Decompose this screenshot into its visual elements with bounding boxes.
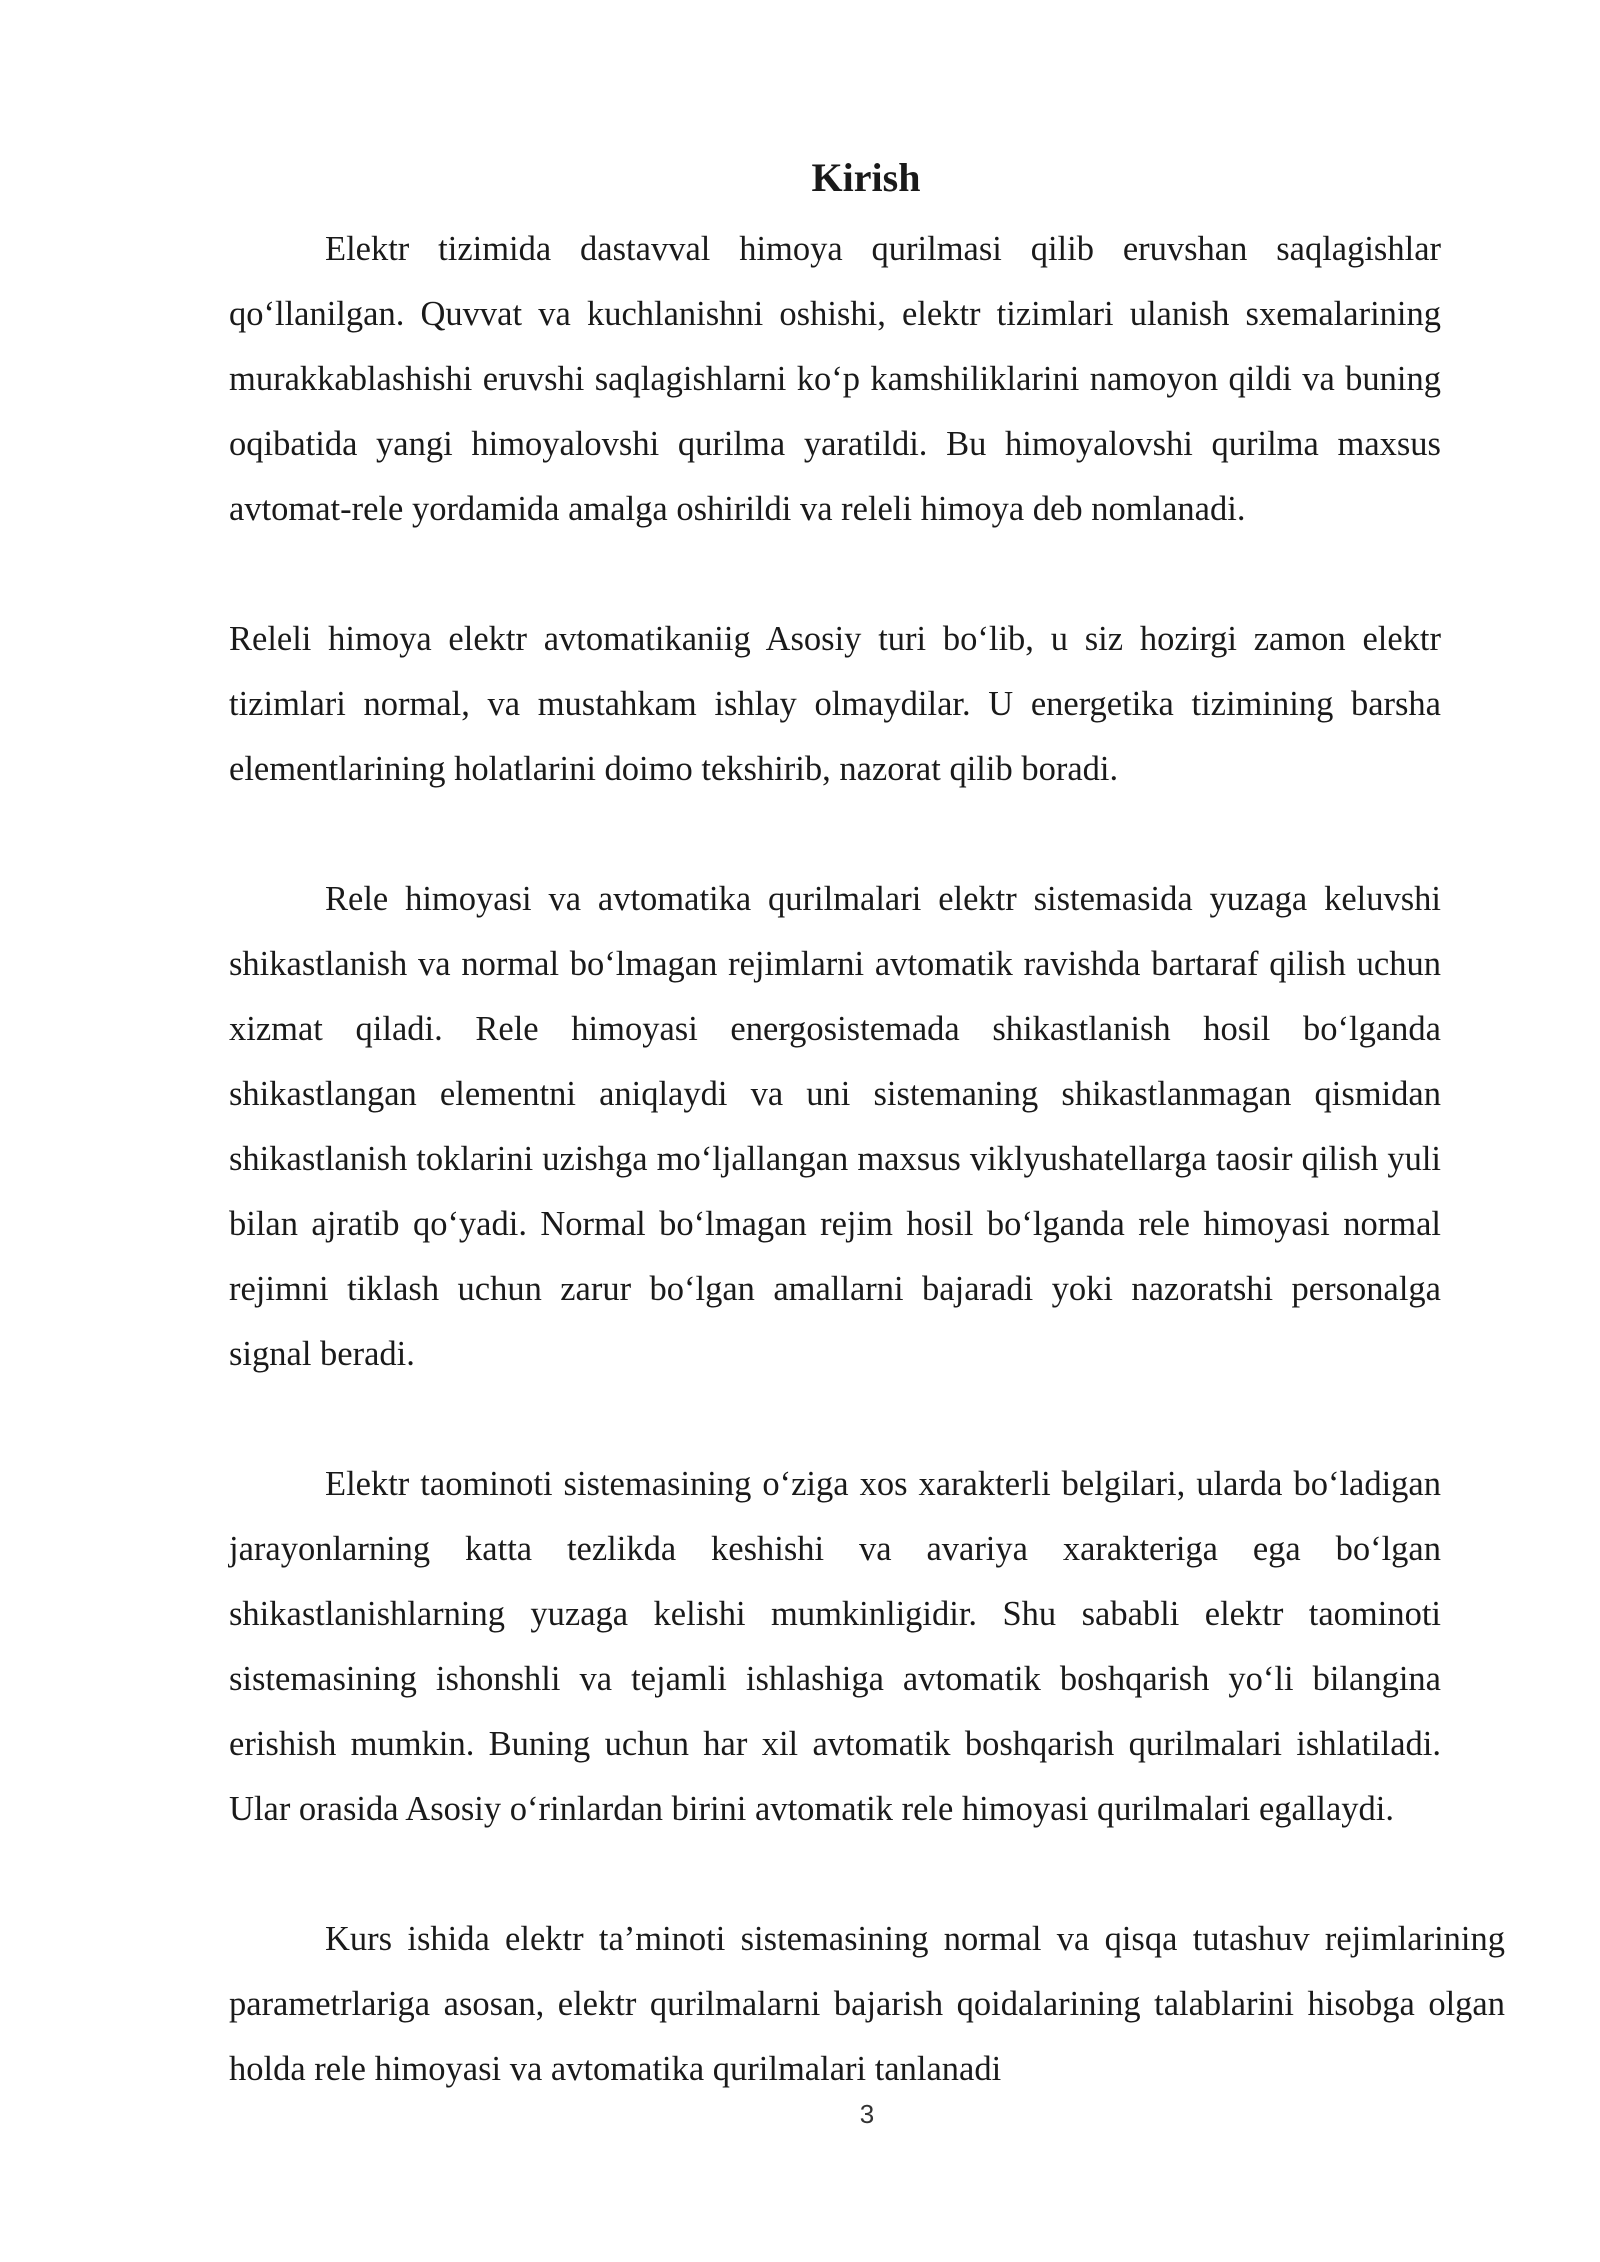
page-number: 3 bbox=[859, 2099, 875, 2129]
paragraph-4: Elektr taominoti sistemasining o‘ziga xos xarakterli belgilari, ularda bo‘ladigan jarayonlarning katta tezlikda keshishi va avariya xarakteriga ega bo‘lgan shikastlanishlarning yuzaga kelishi mumkinligidir. Shu sababli elektr taominoti sistemasining ishonshli va tejamli ishlashiga avtomatik boshqarish yo‘li bilangina erishish mumkin. Buning uchun har xil avtomatik boshqarish qurilmalari ishlatiladi. Ular orasida Asosiy o‘rinlardan birini avtomatik rele himoyasi qurilmalari egallaydi. bbox=[229, 1465, 1441, 1828]
page-title: Kirish bbox=[811, 155, 921, 200]
paragraph-2: Releli himoya elektr avtomatikaniig Asosiy turi bo‘lib, u siz hozirgi zamon elektr tizimlari normal, va mustahkam ishlay olmaydilar. U energetika tizimining barsha elementlarining holatlarini doimo tekshirib, nazorat qilib boradi. bbox=[229, 620, 1441, 788]
paragraph-1: Elektr tizimida dastavval himoya qurilmasi qilib eruvshan saqlagishlar qo‘llanilgan. Quvvat va kuchlanishni oshishi, elektr tizimlari ulanish sxemalarining murakkablashishi eruvshi saqlagishlarni ko‘p kamshiliklarini namoyon qildi va buning oqibatida yangi himoyalovshi qurilma yaratildi. Bu himoyalovshi qurilma maxsus avtomat-rele yordamida amalga oshirildi va releli himoya deb nomlanadi. bbox=[229, 230, 1441, 528]
paragraph-5: Kurs ishida elektr ta’minoti sistemasining normal va qisqa tutashuv rejimlarining parametrlariga asosan, elektr qurilmalarni bajarish qoidalarining talablarini hisobga olgan holda rele himoyasi va avtomatika qurilmalari tanlanadi bbox=[229, 1920, 1505, 2088]
paragraph-3: Rele himoyasi va avtomatika qurilmalari elektr sistemasida yuzaga keluvshi shikastlanish va normal bo‘lmagan rejimlarni avtomatik ravishda bartaraf qilish uchun xizmat qiladi. Rele himoyasi energosistemada shikastlanish hosil bo‘lganda shikastlangan elementni aniqlaydi va uni sistemaning shikastlanmagan qismidan shikastlanish toklarini uzishga mo‘ljallangan maxsus viklyushatellarga taosir qilish yuli bilan ajratib qo‘yadi. Normal bo‘lmagan rejim hosil bo‘lganda rele himoyasi normal rejimni tiklash uchun zarur bo‘lgan amallarni bajaradi yoki nazoratshi personalga signal beradi. bbox=[229, 880, 1441, 1373]
